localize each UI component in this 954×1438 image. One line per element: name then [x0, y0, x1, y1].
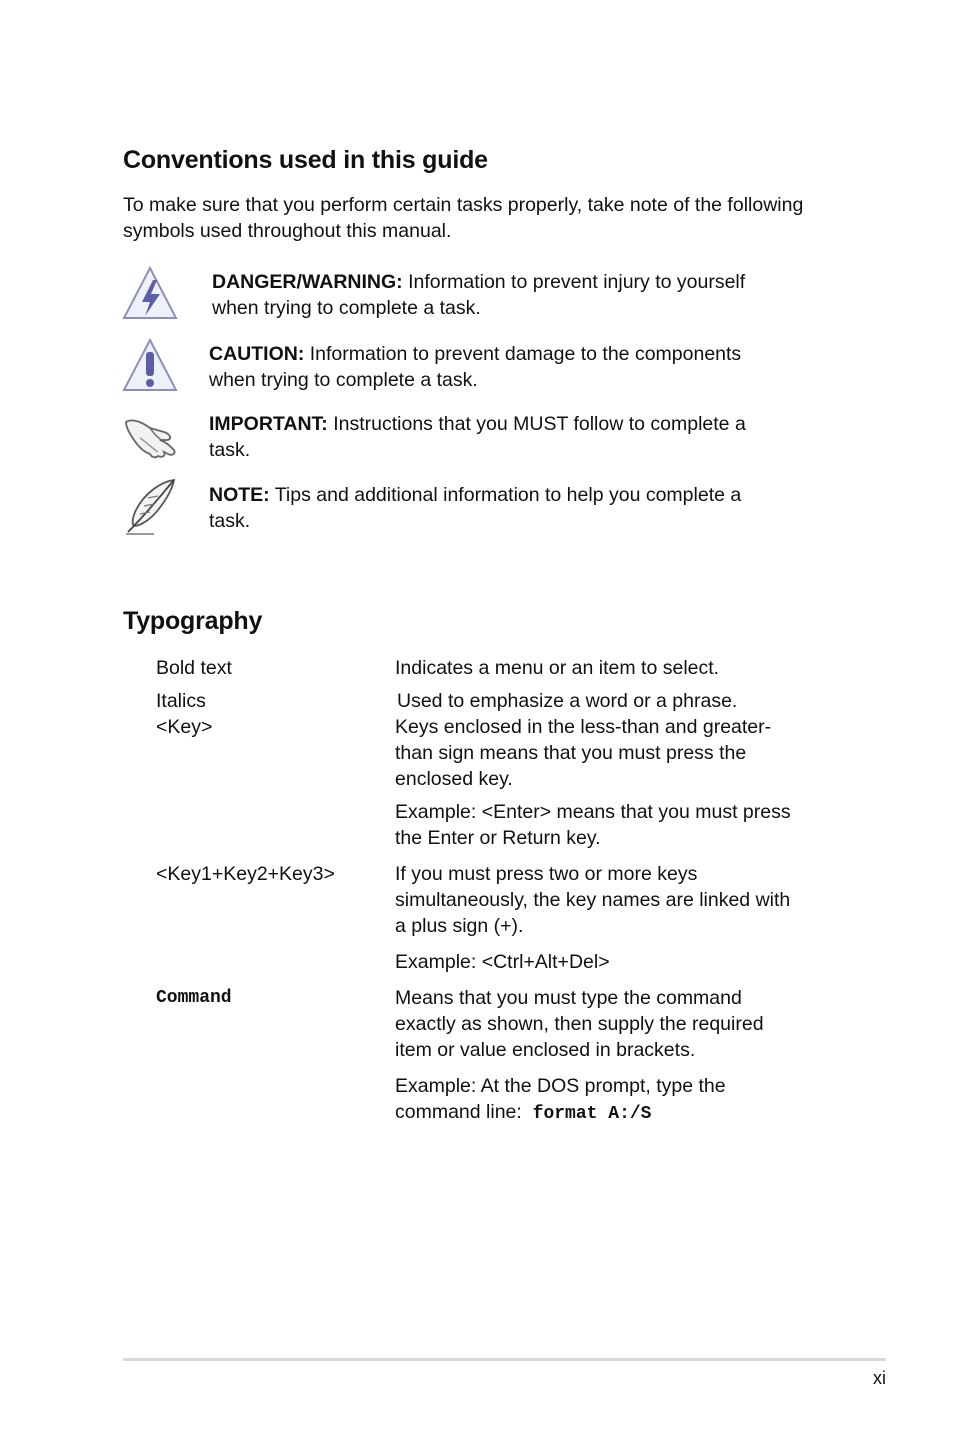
- notice-text: Information to prevent damage to the components: [304, 343, 742, 365]
- notice-text: task.: [209, 510, 251, 532]
- typography-term-command: Command: [156, 988, 232, 1008]
- typography-desc-bold: Indicates a menu or an item to select.: [395, 657, 720, 679]
- desc-line: than sign means that you must press the: [395, 742, 747, 764]
- footer-rule: [123, 1358, 886, 1361]
- page-number: xi: [873, 1368, 886, 1388]
- desc-line: exactly as shown, then supply the required: [395, 1013, 764, 1035]
- desc-line: simultaneously, the key names are linked with: [395, 889, 791, 911]
- section-heading-conventions: Conventions used in this guide: [123, 146, 488, 174]
- example-line: Example: At the DOS prompt, type the: [395, 1075, 726, 1097]
- notice-caution: [209, 341, 769, 393]
- notice-label: IMPORTANT:: [209, 413, 328, 435]
- example-line: [395, 1099, 726, 1127]
- desc-line: enclosed key.: [395, 768, 513, 790]
- example-code: format A:/S: [532, 1104, 652, 1124]
- typography-example-command: [395, 1073, 726, 1127]
- notice-text: Information to prevent injury to yourself: [402, 271, 746, 293]
- typography-desc-command: [395, 985, 764, 1063]
- typography-term-combo: <Key1+Key2+Key3>: [156, 863, 335, 885]
- desc-line: If you must press two or more keys: [395, 863, 698, 885]
- example-line: Example: <Enter> means that you must press: [395, 801, 791, 823]
- typography-example-key: [395, 799, 791, 851]
- example-line: the Enter or Return key.: [395, 827, 601, 849]
- typography-term-bold: Bold text: [156, 657, 232, 679]
- important-hand-icon: [120, 408, 180, 468]
- notice-text: Tips and additional information to help you complete a: [269, 484, 742, 506]
- note-feather-icon: [120, 476, 180, 536]
- desc-line: a plus sign (+).: [395, 915, 524, 937]
- example-prefix: command line:: [395, 1101, 533, 1123]
- intro-paragraph: [123, 192, 803, 244]
- notice-danger-warning: [212, 269, 772, 321]
- notice-text: Instructions that you MUST follow to complete a: [327, 413, 746, 435]
- notice-important: [209, 411, 769, 463]
- notice-label: CAUTION:: [209, 343, 305, 365]
- notice-label: NOTE:: [209, 484, 270, 506]
- notice-label: DANGER/WARNING:: [212, 271, 403, 293]
- typography-term-key: <Key>: [156, 716, 213, 738]
- typography-desc-italics: Used to emphasize a word or a phrase.: [397, 690, 738, 712]
- typography-example-combo: Example: <Ctrl+Alt+Del>: [395, 951, 610, 973]
- intro-line: To make sure that you perform certain tasks properly, take note of the following: [123, 194, 804, 216]
- desc-line: item or value enclosed in brackets.: [395, 1039, 696, 1061]
- caution-icon: [120, 336, 180, 396]
- notice-text: task.: [209, 439, 251, 461]
- danger-warning-icon: [120, 264, 180, 324]
- notice-text: when trying to complete a task.: [209, 369, 478, 391]
- typography-desc-key: [395, 714, 771, 792]
- typography-term-italics: Italics: [156, 690, 206, 712]
- desc-line: Keys enclosed in the less-than and greater-: [395, 716, 772, 738]
- typography-desc-combo: [395, 861, 790, 939]
- desc-line: Means that you must type the command: [395, 987, 742, 1009]
- notice-note: [209, 482, 769, 534]
- intro-line: symbols used throughout this manual.: [123, 220, 452, 242]
- section-heading-typography: Typography: [123, 607, 263, 635]
- notice-text: when trying to complete a task.: [212, 297, 481, 319]
